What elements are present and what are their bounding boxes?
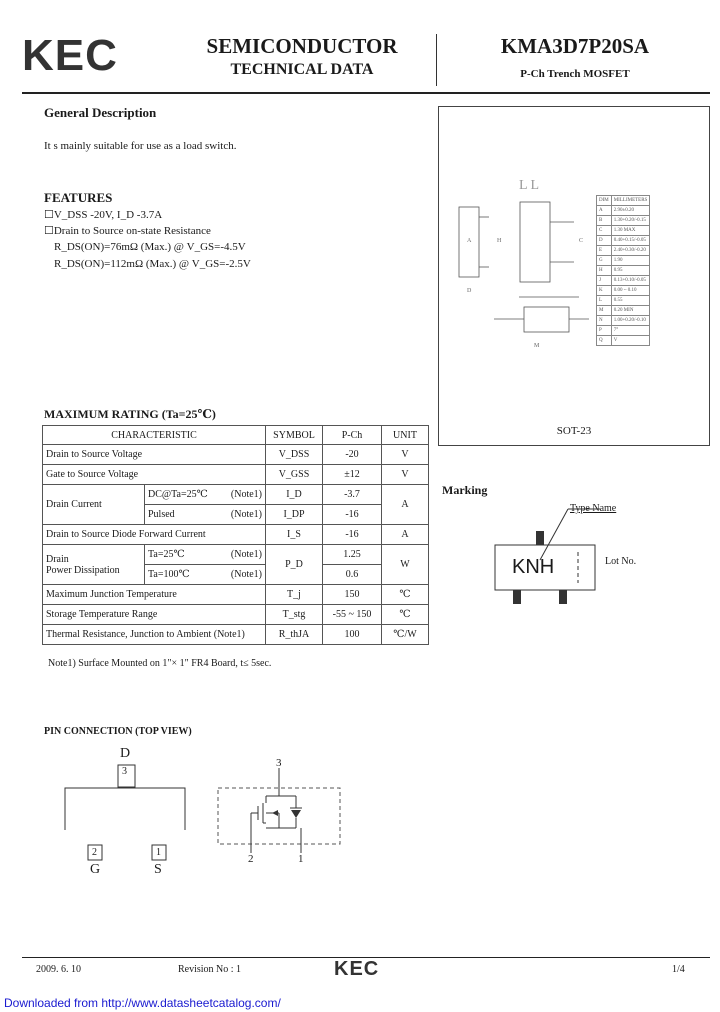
col-symbol: SYMBOL [266,426,323,445]
dim-header-row [597,196,650,206]
dim-row [597,236,650,246]
pin-connection-title: PIN CONNECTION (TOP VIEW) [44,726,192,737]
row-value: 1.25 [323,545,382,565]
row-unit: V [382,445,429,465]
company-title: SEMICONDUCTOR [206,34,398,58]
footer-logo: KEC [334,958,380,980]
dim-cell: V [611,336,650,346]
row-symbol: T_stg [266,605,323,625]
table-row [43,485,429,505]
dim-cell: 0.20 MIN [611,306,650,316]
dim-cell: G [597,256,612,266]
dim-header-cell: MILLIMETERS [611,196,650,206]
row-value: 150 [323,585,382,605]
row-value: 0.6 [323,565,382,585]
dim-cell: 0.00 ~ 0.10 [611,286,650,296]
row-sub: Ta=25℃ (Note1) [145,545,266,565]
dim-cell: 1.00+0.20/-0.10 [611,316,650,326]
rating-note: Note1) Surface Mounted on 1"× 1" FR4 Board, t≤ 5sec. [48,658,272,669]
dim-cell: 0.55 [611,296,650,306]
dim-row [597,256,650,266]
dim-cell: M [597,306,612,316]
table-row [43,465,429,485]
pin-3-number: 3 [122,766,127,777]
row-unit: ℃/W [382,625,429,645]
svg-text:L L: L L [519,178,540,193]
row-symbol: P_D [266,545,323,585]
table-row [43,605,429,625]
dim-cell: A [597,206,612,216]
row-value: 100 [323,625,382,645]
table-row [43,585,429,605]
dim-row [597,286,650,296]
row-label: Drain Current [43,485,145,525]
row-value: -20 [323,445,382,465]
table-row [43,525,429,545]
row-label: Gate to Source Voltage [43,465,266,485]
lot-number-label: Lot No. [605,556,637,567]
dim-row [597,226,650,236]
row-unit: A [382,525,429,545]
row-label: Thermal Resistance, Junction to Ambient (Note1) [43,625,266,645]
row-symbol: V_DSS [266,445,323,465]
row-symbol: V_GSS [266,465,323,485]
kec-logo: KEC [22,31,118,80]
row-symbol: I_D [266,485,323,505]
marking-title: Marking [442,483,488,497]
dim-row [597,336,650,346]
dim-cell: D [597,236,612,246]
dim-row [597,276,650,286]
package-outline-drawing [439,107,709,407]
dim-row [597,246,650,256]
dim-cell: H [597,266,612,276]
type-name-label: Type Name [570,503,617,514]
header-rule [22,92,710,94]
schematic-pin-2: 2 [248,853,254,865]
marking-code: KNH [512,556,555,578]
schematic-pin-3: 3 [276,757,282,769]
row-label: Storage Temperature Range [43,605,266,625]
col-unit: UNIT [382,426,429,445]
dim-cell: P [597,326,612,336]
col-pch: P-Ch [323,426,382,445]
dim-cell: 0.95 [611,266,650,276]
row-value: -55 ~ 150 [323,605,382,625]
svg-text:C: C [579,238,584,244]
row-value: -16 [323,505,382,525]
package-outline-box [438,106,710,446]
pin-s-label: S [154,862,162,877]
schematic-pin-1: 1 [298,853,304,865]
footer-date: 2009. 6. 10 [36,964,81,975]
row-unit: A [382,485,429,525]
svg-text:D: D [467,288,472,294]
row-sub: Pulsed (Note1) [145,505,266,525]
features-title: FEATURES [44,190,113,205]
pin-g-label: G [90,862,101,877]
row-symbol: I_DP [266,505,323,525]
dim-cell: 0.13+0.10/-0.05 [611,276,650,286]
feature-line: R_DS(ON)=76mΩ (Max.) @ V_GS=-4.5V [54,241,246,253]
table-row [43,445,429,465]
general-description-title: General Description [44,105,157,120]
row-sub: Ta=100℃ (Note1) [145,565,266,585]
row-value: ±12 [323,465,382,485]
footer-revision: Revision No : 1 [178,964,242,975]
row-label: Maximum Junction Temperature [43,585,266,605]
max-rating-table [42,425,429,645]
dim-row [597,216,650,226]
header-divider [436,34,437,86]
dim-cell: Q [597,336,612,346]
part-number: KMA3D7P20SA [500,34,650,58]
max-rating-title: MAXIMUM RATING (Ta=25℃) [44,407,216,421]
dim-cell: 1.90 [611,256,650,266]
dim-row [597,316,650,326]
feature-line: R_DS(ON)=112mΩ (Max.) @ V_GS=-2.5V [54,258,251,270]
pin-2-number: 2 [92,847,97,858]
dim-cell: 0.40+0.15/-0.05 [611,236,650,246]
row-unit: ℃ [382,605,429,625]
dim-row [597,306,650,316]
dimension-table [596,195,650,346]
footer-page: 1/4 [672,964,685,975]
dim-row [597,206,650,216]
svg-text:M: M [534,343,540,349]
dim-row [597,296,650,306]
row-unit: W [382,545,429,585]
col-characteristic: CHARACTERISTIC [43,426,266,445]
pin-1-number: 1 [156,847,161,858]
company-subtitle: TECHNICAL DATA [230,61,374,78]
table-header-row [43,426,429,445]
feature-line: ☐Drain to Source on-state Resistance [44,225,211,237]
dim-header-cell: DIM [597,196,612,206]
row-symbol: I_S [266,525,323,545]
svg-text:H: H [497,238,502,244]
feature-line: ☐V_DSS -20V, I_D -3.7A [44,209,163,221]
dim-cell: 2.40+0.30/-0.20 [611,246,650,256]
table-row [43,545,429,565]
part-description: P-Ch Trench MOSFET [520,68,630,80]
row-label: Drain to Source Voltage [43,445,266,465]
pin-top-view-drawing [60,760,200,865]
dim-cell: 2.90±0.20 [611,206,650,216]
dim-cell: L [597,296,612,306]
row-value: -16 [323,525,382,545]
dim-cell: N [597,316,612,326]
row-label: Drain to Source Diode Forward Current [43,525,266,545]
svg-text:A: A [467,238,472,244]
mosfet-schematic [216,758,346,868]
dim-cell: K [597,286,612,296]
download-link[interactable]: Downloaded from http://www.datasheetcatalog.com/ [4,996,281,1010]
dim-row [597,266,650,276]
dim-cell: B [597,216,612,226]
table-row [43,625,429,645]
dim-cell: J [597,276,612,286]
dim-cell: 1.30+0.20/-0.15 [611,216,650,226]
dim-cell: 7° [611,326,650,336]
row-value: -3.7 [323,485,382,505]
dim-cell: 1.30 MAX [611,226,650,236]
general-description-text: It s mainly suitable for use as a load switch. [44,140,237,152]
dim-cell: E [597,246,612,256]
pin-d-label: D [120,746,131,761]
row-unit: ℃ [382,585,429,605]
row-label: Drain Power Dissipation [43,545,145,585]
package-label: SOT-23 [556,425,592,437]
row-symbol: R_thJA [266,625,323,645]
dim-cell: C [597,226,612,236]
row-unit: V [382,465,429,485]
dim-row [597,326,650,336]
row-sub: DC@Ta=25℃ (Note1) [145,485,266,505]
row-symbol: T_j [266,585,323,605]
